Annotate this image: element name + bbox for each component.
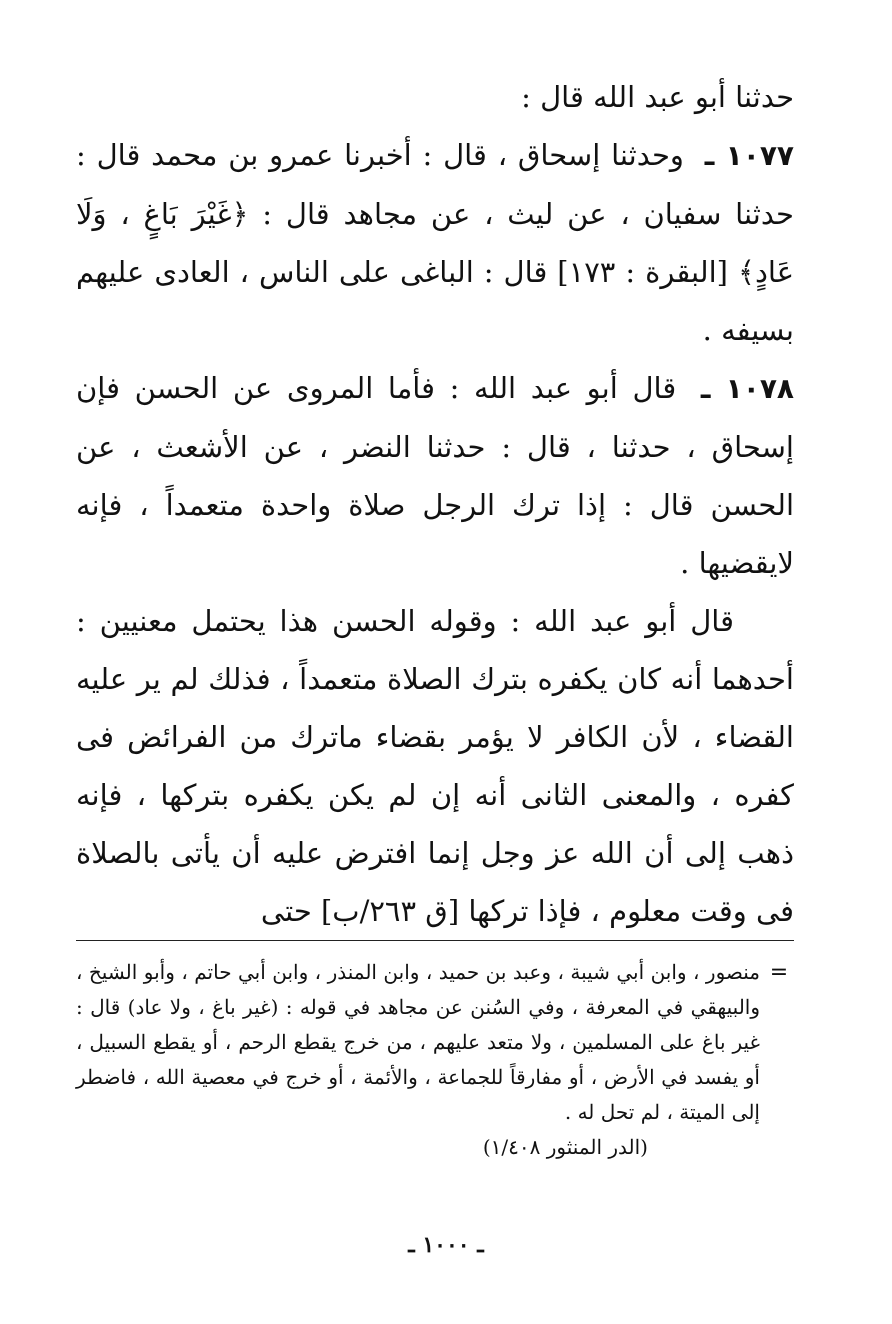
intro-line: حدثنا أبو عبد الله قال : <box>521 80 794 114</box>
footnote-divider <box>76 940 794 941</box>
hadith-text: وحدثنا إسحاق ، قال : أخبرنا عمرو بن محمد قال : حدثنا سفيان ، عن ليث ، عن مجاهد قال : ﴿غَيْرَ بَاغٍ ، وَلَا عَادٍ﴾ [البقرة : ١٧٣] قال : الباغى على الناس ، العادى عليهم بسيفه . <box>76 138 795 347</box>
hadith-number: ١٠٧٧ ـ <box>704 139 795 172</box>
page-number: ـ ١٠٠٠ ـ <box>408 1232 484 1258</box>
footnote-text: منصور ، وابن أبي شيبة ، وعبد بن حميد ، وابن المنذر ، وابن أبي حاتم ، وأبو الشيخ ، والبيهقي في المعرفة ، وفي السُنن عن مجاهد في قوله : (غير باغ ، ولا عاد) قال : غير باغ على المسلمين ، ولا متعد عليهم ، من خرج يقطع الرحم ، أو يقطع السبيل ، أو يفسد في الأرض ، أو مفارقاً للجماعة ، والأئمة ، أو خرج في معصية الله ، فاضطر إلى الميتة ، لم تحل له . <box>76 960 761 1124</box>
commentary-paragraph: قال أبو عبد الله : وقوله الحسن هذا يحتمل معنيين : أحدهما أنه كان يكفره بترك الصلاة متعمداً ، فذلك لم ير عليه القضاء ، لأن الكافر لا يؤمر بقضاء ماترك من الفرائض فى كفره ، والمعنى الثانى أنه إن لم يكن يكفره بتركها ، فإنه ذهب إلى أن الله عز وجل إنما افترض عليه أن يأتى بالصلاة فى وقت معلوم ، فإذا تركها [ق ٢٦٣/ب] حتى <box>76 604 794 928</box>
footnote-entry <box>76 955 798 1130</box>
hadith-text: قال أبو عبد الله : فأما المروى عن الحسن فإن إسحاق ، حدثنا ، قال : حدثنا النضر ، عن الأشعث ، عن الحسن قال : إذا ترك الرجل صلاة واحدة متعمداً ، فإنه لايقضيها . <box>76 371 794 580</box>
footnote-source: (الدر المنثور ١/٤٠٨) <box>482 1135 648 1159</box>
main-text <box>76 68 794 940</box>
hadith-1078 <box>76 359 794 592</box>
footnote-continuation-marker: = <box>769 960 789 985</box>
hadith-number: ١٠٧٨ ـ <box>700 372 794 405</box>
footnotes <box>76 955 798 1165</box>
hadith-1077 <box>76 126 794 359</box>
